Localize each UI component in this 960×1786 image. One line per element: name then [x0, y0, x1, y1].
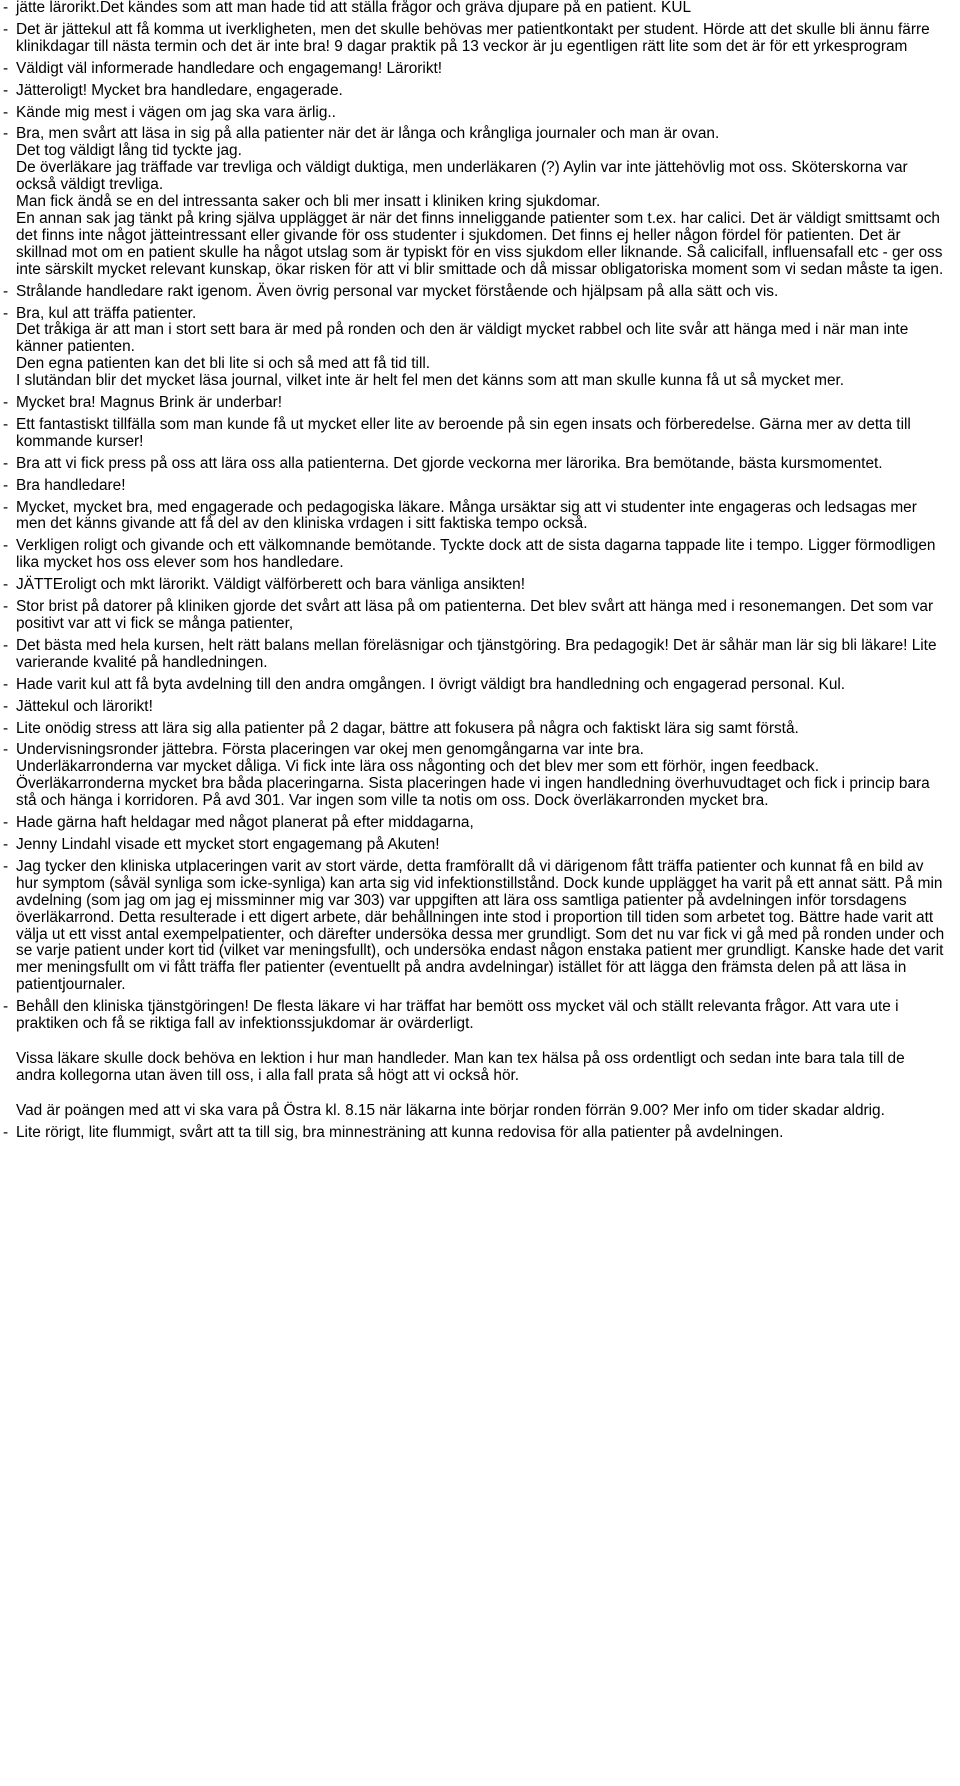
comment-entry	[2, 1125, 948, 1142]
comment-entry	[2, 538, 948, 572]
comment-text: Underläkarronderna var mycket dåliga. Vi fick inte lära oss någonting och det blev mer som ett förhör, ingen feedback. Överläkarronderna mycket bra båda placeringarna. Sista placeringen hade vi ingen handledning överhuvudtaget och fick i princip bara stå och hänga i korridoren. På avd 301. Var ingen som ville ta notis om oss. Dock överläkarronden mycket bra.	[16, 758, 930, 810]
comment-text: JÄTTEroligt och mkt lärorikt. Väldigt välförberett och bara vänliga ansikten!	[16, 576, 525, 594]
bullet-dash: -	[3, 636, 9, 654]
comment-entry	[2, 306, 948, 391]
comment-text: jätte lärorikt.Det kändes som att man hade tid att ställa frågor och gräva djupare på en patient. KUL	[16, 0, 692, 16]
comment-text: Det tråkiga är att man i stort sett bara är med på ronden och den är väldigt mycket rabbel och lite svår att hänga med i när man inte känner patienten.	[16, 321, 909, 356]
bullet-dash: -	[3, 719, 9, 737]
comment-entry	[2, 742, 948, 810]
comment-entry	[2, 126, 948, 278]
bullet-dash: -	[3, 20, 9, 38]
comment-entry	[2, 999, 948, 1120]
bullet-dash: -	[3, 998, 9, 1016]
comment-text: En annan sak jag tänkt på kring själva upplägget är när det finns inneliggande patienter som t.ex. har calici. Det är väldigt smittsamt och det finns inte något jätteintressant eller givande för oss studenter i sjukdomen. Det finns ej heller någon fördel för patienten. Det är skillnad mot om en patient skulle ha något utslag som är typiskt för en viss sjukdom eller liknande. Så calicifall, influensafall etc - ger oss inte särskilt mycket relevant kunskap, ökar risken för att vi blir smittade och då missar obligatoriska moment som vi sedan måste ta igen.	[16, 209, 944, 278]
comment-list	[2, 0, 948, 1142]
bullet-dash: -	[3, 1123, 9, 1141]
comment-entry	[2, 500, 948, 534]
comment-text: Ett fantastiskt tillfälla som man kunde få ut mycket eller lite av beroende på sin egen insats och förberedelse. Gärna mer av detta till kommande kurser!	[16, 415, 911, 450]
bullet-dash: -	[3, 576, 9, 594]
bullet-dash: -	[3, 675, 9, 693]
comment-text: Vissa läkare skulle dock behöva en lektion i hur man handleder. Man kan tex hälsa på oss ordentligt och sedan inte bara tala till de andra kollegorna utan även till oss, i alla fall prata så högt att vi också hör.	[16, 1049, 905, 1084]
bullet-dash: -	[3, 59, 9, 77]
bullet-dash: -	[3, 741, 9, 759]
comment-text: Kände mig mest i vägen om jag ska vara ärlig..	[16, 103, 336, 121]
comment-text: Mycket, mycket bra, med engagerade och pedagogiska läkare. Många ursäktar sig att vi studenter inte engageras och ledsagas mer men det känns givande att få del av den kliniska vrdagen i sitt faktiska tempo också.	[16, 498, 917, 533]
bullet-dash: -	[3, 0, 9, 16]
comment-entry	[2, 284, 948, 301]
comment-text: Behåll den kliniska tjänstgöringen! De flesta läkare vi har träffat har bemött oss mycket väl och ställt relevanta frågor. Att vara ute i praktiken och få se riktiga fall av infektionssjukdomar är ovärderligt.	[16, 998, 899, 1033]
comment-text: Hade varit kul att få byta avdelning till den andra omgången. I övrigt väldigt bra handledning och engagerad personal. Kul.	[16, 675, 846, 693]
bullet-dash: -	[3, 81, 9, 99]
comment-entry	[2, 0, 948, 17]
comment-entry	[2, 577, 948, 594]
comment-text: Jag tycker den kliniska utplaceringen varit av stort värde, detta framförallt då vi därigenom fått träffa patienter och kunnat få en bild av hur symptom (såväl synliga som icke-synliga) kan arta sig vid infektionstillstånd. Dock kunde upplägget ha varit på ett annat sätt. På min avdelning (som jag om jag ej missminner mig var 303) var uppgiften att lära oss samtliga patienter på avdelningen inför torsdagens överläkarrond. Detta resulterade i ett digert arbete, där behållningen inte stod i proportion till tiden som arbetet tog. Bättre hade varit att välja ut ett visst antal exempelpatienter, och därefter undersöka dessa mer grundligt. Som det nu var fick vi gå med på ronden under och se varje patient under kort tid (vilket var meningsfullt), och undersöka endast någon enstaka patient mer grundligt. Kanske hade det varit mer meningsfullt om vi fått träffa fler patienter (eventuellt på andra avdelningar) istället för att lägga den främsta delen på att läsa in patientjournaler.	[16, 857, 945, 994]
bullet-dash: -	[3, 394, 9, 412]
bullet-dash: -	[3, 415, 9, 433]
comment-entry	[2, 417, 948, 451]
comment-entry	[2, 815, 948, 832]
comment-entry	[2, 638, 948, 672]
comment-text: Jenny Lindahl visade ett mycket stort engagemang på Akuten!	[16, 835, 440, 853]
comment-text: Det tog väldigt lång tid tyckte jag.	[16, 142, 242, 160]
comment-text: Bra, kul att träffa patienter.	[16, 304, 197, 322]
comment-entry	[2, 721, 948, 738]
comment-entry	[2, 105, 948, 122]
bullet-dash: -	[3, 537, 9, 555]
comment-entry	[2, 677, 948, 694]
comment-text: Den egna patienten kan det bli lite si och så med att få tid till.	[16, 355, 431, 373]
comment-text: Jätteroligt! Mycket bra handledare, engagerade.	[16, 81, 343, 99]
comment-entry	[2, 478, 948, 495]
comment-entry	[2, 22, 948, 56]
comment-entry	[2, 61, 948, 78]
comment-text: Lite onödig stress att lära sig alla patienter på 2 dagar, bättre att fokusera på några och faktiskt lära sig samt förstå.	[16, 719, 799, 737]
comment-text: Verkligen roligt och givande och ett välkomnande bemötande. Tyckte dock att de sista dagarna tappade lite i tempo. Ligger förmodligen lika mycket hos oss elever som hos handledare.	[16, 537, 936, 572]
comment-entry	[2, 395, 948, 412]
comment-text: Det är jättekul att få komma ut iverkligheten, men det skulle behövas mer patientkontakt per student. Hörde att det skulle bli ännu färre klinikdagar till nästa termin och det är inte bra! 9 dagar praktik på 13 veckor är ju egentligen rätt lite som det är för ett yrkesprogram	[16, 20, 930, 55]
bullet-dash: -	[3, 103, 9, 121]
comment-text: Bra, men svårt att läsa in sig på alla patienter när det är långa och krångliga journaler och man är ovan.	[16, 125, 720, 143]
bullet-dash: -	[3, 835, 9, 853]
bullet-dash: -	[3, 125, 9, 143]
comment-text: Det bästa med hela kursen, helt rätt balans mellan föreläsnigar och tjänstgöring. Bra pedagogik! Det är såhär man lär sig bli läkare! Lite varierande kvalité på handledningen.	[16, 636, 937, 671]
bullet-dash: -	[3, 304, 9, 322]
comment-text: Lite rörigt, lite flummigt, svårt att ta till sig, bra minnesträning att kunna redovisa för alla patienter på avdelningen.	[16, 1123, 784, 1141]
bullet-dash: -	[3, 282, 9, 300]
comment-text: De överläkare jag träffade var trevliga och väldigt duktiga, men underläkaren (?) Aylin var inte jättehövlig mot oss. Sköterskorna var också väldigt trevliga.	[16, 159, 908, 194]
bullet-dash: -	[3, 697, 9, 715]
comment-text: Hade gärna haft heldagar med något planerat på efter middagarna,	[16, 814, 474, 832]
comment-text: I slutändan blir det mycket läsa journal, vilket inte är helt fel men det känns som att man skulle kunna få ut så mycket mer.	[16, 372, 845, 390]
comment-text: Stor brist på datorer på kliniken gjorde det svårt att läsa på om patienterna. Det blev svårt att hänga med i resonemangen. Det som var positivt var att vi fick se många patienter,	[16, 598, 934, 632]
bullet-dash: -	[3, 454, 9, 472]
bullet-dash: -	[3, 476, 9, 494]
comment-text: Bra att vi fick press på oss att lära oss alla patienterna. Det gjorde veckorna mer lärorika. Bra bemötande, bästa kursmomentet.	[16, 454, 883, 472]
bullet-dash: -	[3, 598, 9, 616]
bullet-dash: -	[3, 857, 9, 875]
bullet-dash: -	[3, 498, 9, 516]
comment-text: Strålande handledare rakt igenom. Även övrig personal var mycket förstående och hjälpsam på alla sätt och vis.	[16, 282, 779, 300]
bullet-dash: -	[3, 814, 9, 832]
comment-text: Vad är poängen med att vi ska vara på Östra kl. 8.15 när läkarna inte börjar ronden förrän 9.00? Mer info om tider skadar aldrig.	[16, 1101, 885, 1119]
comment-text: Mycket bra! Magnus Brink är underbar!	[16, 394, 283, 412]
comment-entry	[2, 456, 948, 473]
comment-text: Väldigt väl informerade handledare och engagemang! Lärorikt!	[16, 59, 443, 77]
comment-text: Bra handledare!	[16, 476, 126, 494]
comment-entry	[2, 599, 948, 633]
comment-text: Undervisningsronder jättebra. Första placeringen var okej men genomgångarna var inte bra.	[16, 741, 644, 759]
comment-entry	[2, 837, 948, 854]
comment-entry	[2, 699, 948, 716]
comment-entry	[2, 859, 948, 994]
comment-text: Jättekul och lärorikt!	[16, 697, 153, 715]
comment-text: Man fick ändå se en del intressanta saker och bli mer insatt i kliniken kring sjukdomar.	[16, 193, 601, 211]
comment-entry	[2, 83, 948, 100]
